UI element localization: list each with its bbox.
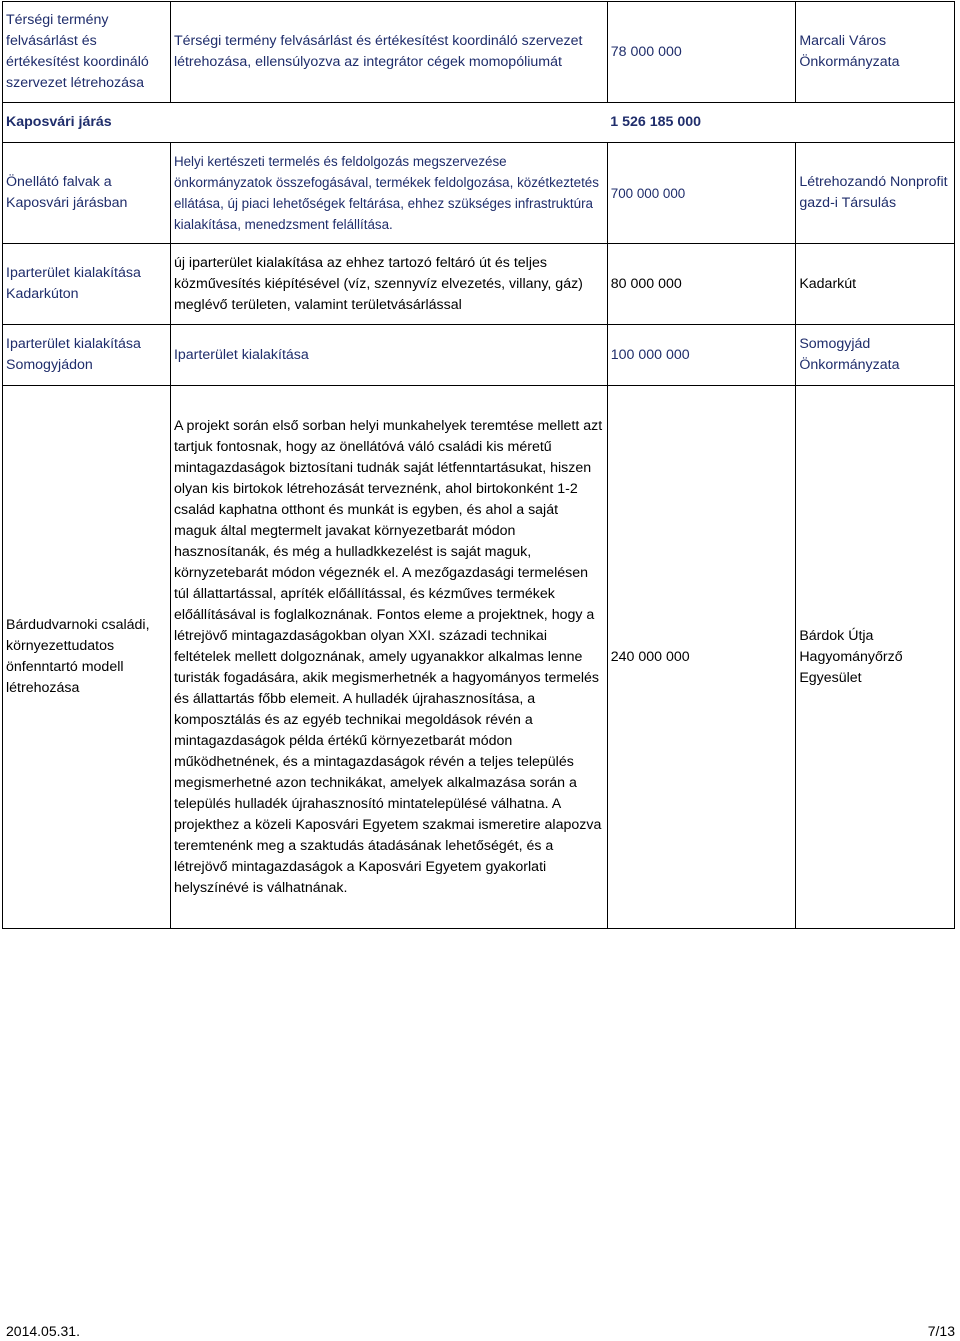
owner-cell: Marcali Város Önkormányzata [796,2,955,103]
amount-cell: 700 000 000 [607,143,796,244]
table-row [3,244,955,325]
amount-cell: 80 000 000 [607,244,796,325]
amount-cell: 100 000 000 [607,325,796,386]
section-name: Kaposvári járás [3,103,171,143]
section-total: 1 526 185 000 [607,103,796,143]
table-row [3,325,955,386]
project-description-cell: Iparterület kialakítása [170,325,607,386]
table-row [3,143,955,244]
owner-cell: Bárdok Útja Hagyományőrző Egyesület [796,386,955,929]
section-spacer [170,103,607,143]
project-description-cell: új iparterület kialakítása az ehhez tartozó feltáró út és teljes közművesítés kiépítésével (víz, szennyvíz elvezetés, villany, gáz) meglévő területen, valamint területvásárlással [170,244,607,325]
owner-cell: Létrehozandó Nonprofit gazd-i Társulás [796,143,955,244]
project-description-cell: Térségi termény felvásárlást és értékesítést koordináló szervezet létrehozása, ellensúlyozva az integrátor cégek momopóliumát [170,2,607,103]
section-header-row [3,103,955,143]
table-row [3,2,955,103]
footer-page-number: 7/13 [927,1323,955,1339]
owner-cell: Somogyjád Önkormányzata [796,325,955,386]
project-name-cell: Iparterület kialakítása Somogyjádon [3,325,171,386]
amount-cell: 78 000 000 [607,2,796,103]
section-spacer-end [796,103,955,143]
amount-cell: 240 000 000 [607,386,796,929]
project-name-cell: Térségi termény felvásárlást és értékesítést koordináló szervezet létrehozása [3,2,171,103]
project-name-cell: Önellátó falvak a Kaposvári járásban [3,143,171,244]
project-name-cell: Bárdudvarnoki családi, környezettudatos önfenntartó modell létrehozása [3,386,171,929]
projects-table [2,1,955,929]
project-name-cell: Iparterület kialakítása Kadarkúton [3,244,171,325]
project-description-cell: A projekt során első sorban helyi munkahelyek teremtése mellett azt tartjuk fontosnak, hogy az önellátóvá váló családi kis méretű mintagazdaságok biztosítani tudnák saját létfenntartásukat, hiszen olyan kis birtokok létrehozását terveznénk, ahol birtokonként 1-2 család kaphatna otthont és munkát is egyben, és ahol a saját maguk által megtermelt javakat környezetbarát módon hasznosítanák, és még a hulladkkezelést is saját maguk, környzetebarát módon végeznék el. A mezőgazdasági termelésen túl állattartással, apríték előállítással, és kézműves termékek előállításával is foglalkoznának. Fontos eleme a projektnek, hogy a létrejövő mintagazdaságokban olyan XXI. századi technikai feltételek mellett dolgoznának, amely ugyanakkor alkalmas lenne turisták fogadására, akik megismerhetnék a hagyományos termelés és állattartás főbb elemeit. A hulladék újrahasznosítása, a komposztálás és az egyéb technikai megoldások révén a mintagazdaságok példa értékű környezetbarát módon működhetnének, és a mintagazdaságok révén a teljes település megismerhetné azon technikákat, amelyek alkalmazása során a település hulladék újrahasznosító mintatelepülésé válhatna. A projekthez a közeli Kaposvári Egyetem szakmai ismeretire alapozva teremtenénk meg a szaktudás átadásának lehetőségét, és a létrejövő mintagazdaságok a Kaposvári Egyetem gyakorlati helyszínévé is válhatnának. [170,386,607,929]
owner-cell: Kadarkút [796,244,955,325]
footer-date: 2014.05.31. [6,1323,80,1339]
table-row [3,386,955,929]
project-description-cell: Helyi kertészeti termelés és feldolgozás megszervezése önkormányzatok összefogásával, termékek feldolgozása, közétkeztetés ellátása, új piaci lehetőségek feltárása, ehhez szükséges infrastruktúra kialakítása, menedzsment felállítása. [170,143,607,244]
